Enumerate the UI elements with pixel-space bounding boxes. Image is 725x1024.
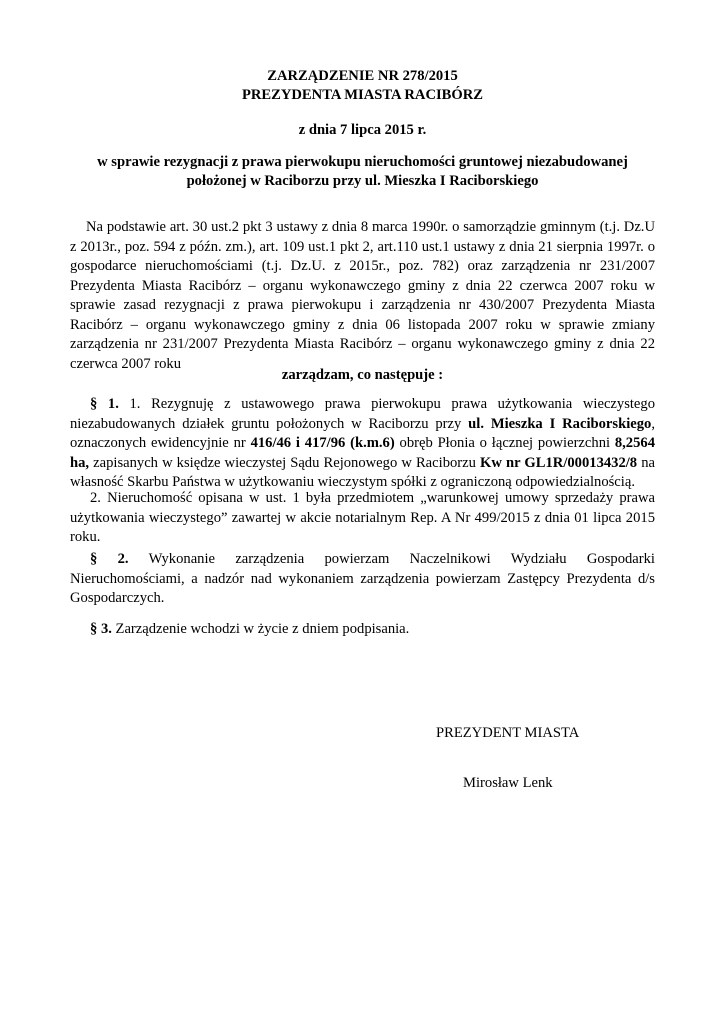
signature-title: PREZYDENT MIASTA <box>436 725 580 741</box>
total-area: 8,2564 ha, <box>70 435 655 471</box>
title-line-1: ZARZĄDZENIE NR 278/2015 <box>267 68 458 84</box>
decree-line: zarządzam, co następuje : <box>281 367 444 383</box>
section-1-text-e: na własność Skarbu Państwa w użytkowaniu wieczystym spółki z ograniczoną odpowiedzialnością. <box>70 454 655 490</box>
section-3-text: Zarządzenie wchodzi w życie z dniem podpisania. <box>111 621 410 637</box>
subject-line-1: w sprawie rezygnacji z prawa pierwokupu nieruchomości gruntowej niezabudowanej <box>97 154 628 170</box>
section-2-mark: § 2. <box>90 551 129 567</box>
subject-line-2: położonej w Raciborzu przy ul. Mieszka I Raciborskiego <box>186 172 539 189</box>
section-1-paragraph <box>70 395 655 493</box>
section-2-paragraph <box>70 550 655 609</box>
section-1-text-b: , oznaczonych ewidencyjnie nr <box>70 415 655 451</box>
parcel-numbers: 416/46 i 417/96 (k.m.6) <box>250 435 395 451</box>
signature-name: Mirosław Lenk <box>463 775 553 791</box>
section-1-mark: § 1. <box>90 396 119 412</box>
section-1-text-a: 1. Rezygnuję z ustawowego prawa pierwokupu prawa użytkowania wieczystego niezabudowanych działek gruntu położonych w Raciborzu przy <box>70 396 656 432</box>
section-1-text-c: obręb Płonia o łącznej powierzchni <box>394 435 615 451</box>
document-subject <box>70 153 655 190</box>
section-2-text: Wykonanie zarządzenia powierzam Naczelnikowi Wydziału Gospodarki Nieruchomościami, a nadzór nad wykonaniem zarządzenia powierzam Zastępcy Prezydenta d/s Gospodarczych. <box>70 551 655 606</box>
section-3-mark: § 3. <box>90 621 112 637</box>
section-1-point-2: 2. Nieruchomość opisana w ust. 1 była przedmiotem „warunkowej umowy sprzedaży prawa użytkowania wieczystego” zawartej w akcie notarialnym Rep. A Nr 499/2015 z dnia 01 lipca 2015 roku. <box>70 490 655 545</box>
street-name: ul. Mieszka I Raciborskiego <box>468 415 652 432</box>
section-1-text-d: zapisanych w księdze wieczystej Sądu Rejonowego w Raciborzu <box>89 454 481 471</box>
document-date: z dnia 7 lipca 2015 r. <box>298 122 427 138</box>
title-line-2: PREZYDENTA MIASTA RACIBÓRZ <box>241 87 484 103</box>
legal-basis-paragraph: Na podstawie art. 30 ust.2 pkt 3 ustawy z dnia 8 marca 1990r. o samorządzie gminnym (t.j. Dz.U z 2013r., poz. 594 z późn. zm.), art. 109 ust.1 pkt 2, art.110 ust.1 ustawy z dnia 21 sierpnia 1997r. o gospodarce nieruchomościami (t.j. Dz.U. z 2015r., poz. 782) oraz zarządzenia nr 231/2007 Prezydenta Miasta Racibórz – organu wykonawczego gminy z dnia 22 czerwca 2007 roku w sprawie zasad rezygnacji z prawa pierwokupu i zarządzenia nr 430/2007 Prezydenta Miasta Racibórz – organu wykonawczego gminy z dnia 06 listopada 2007 roku w sprawie zmiany zarządzenia nr 231/2007 Prezydenta Miasta Racibórz – organu wykonawczego gminy z dnia 22 czerwca 2007 roku <box>70 219 655 372</box>
section-3-paragraph <box>70 620 655 640</box>
land-register-number: Kw nr GL1R/00013432/8 <box>480 454 638 471</box>
document-title <box>0 67 725 105</box>
